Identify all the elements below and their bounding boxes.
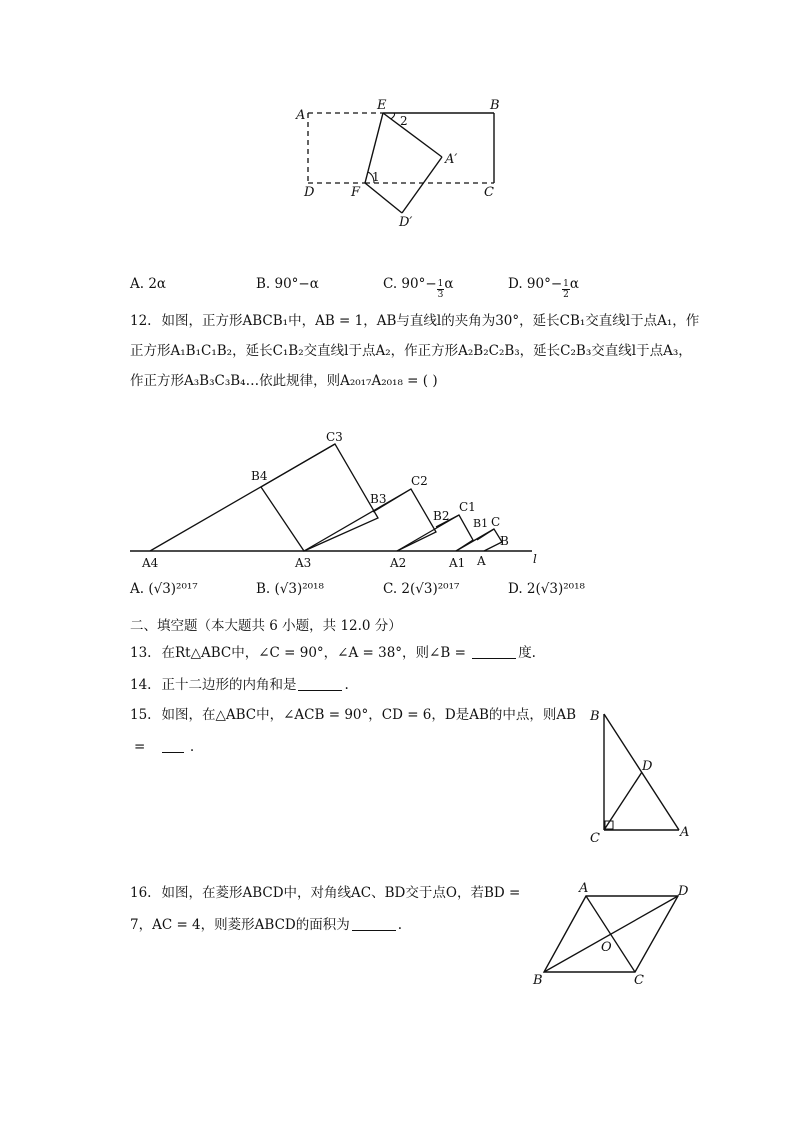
section-2-heading: 二、填空题（本大题共 6 小题，共 12.0 分） xyxy=(130,618,402,634)
fig12-label-b4: B4 xyxy=(251,469,268,483)
q13-text-before: 在Rt△ABC中，∠C = 90°，∠A = 38°，则∠B = xyxy=(161,645,471,661)
q12-number: 12. xyxy=(130,313,152,329)
fig11-label-d-prime: D′ xyxy=(399,215,413,230)
q11-option-a: A. 2α xyxy=(130,276,167,292)
fig11-label-c: C xyxy=(484,185,494,200)
fig16-label-d: D xyxy=(678,884,689,899)
q12-option-d: D. 2(√3)²⁰¹⁸ xyxy=(508,581,585,597)
q16-text-line-2: 7，AC = 4，则菱形ABCD的面积为 xyxy=(130,917,350,933)
fig12-label-c3: C3 xyxy=(326,430,343,444)
fig12-square-3 xyxy=(261,444,378,551)
fig12-squares-chain xyxy=(128,425,548,575)
q16-line-2 xyxy=(130,916,402,934)
fig15-label-d: D xyxy=(642,759,653,774)
q15-number: 15. xyxy=(130,707,152,723)
fig11-label-angle-1: 1 xyxy=(372,170,380,184)
q14-number: 14. xyxy=(130,677,152,693)
fig12-label-c1: C1 xyxy=(459,500,476,514)
fig15-label-a: A xyxy=(680,825,690,840)
q15-answer-blank xyxy=(162,739,184,753)
fig12-label-a: A xyxy=(477,554,486,568)
q11-option-c-prefix: C. 90°− xyxy=(383,276,437,292)
q13-text-after: 度. xyxy=(518,645,536,661)
fig12-label-a1: A1 xyxy=(449,556,466,570)
q16-number: 16. xyxy=(130,885,152,901)
fig11-side-a-prime-d-prime xyxy=(402,157,442,213)
fig16-diagonal-bd xyxy=(544,896,678,972)
q11-option-d-den: 2 xyxy=(563,290,569,300)
fig11-label-d: D xyxy=(304,185,315,200)
q11-option-c-suffix: α xyxy=(444,276,454,292)
q11-option-d-prefix: D. 90°− xyxy=(508,276,563,292)
fig12-label-a4: A4 xyxy=(142,556,159,570)
fig12-label-b: B xyxy=(500,534,509,548)
q12-text-line-1: 如图，正方形ABCB₁中，AB = 1，AB与直线l的夹角为30°，延长CB₁交直线l于点A₁，作 xyxy=(161,313,700,329)
fig12-label-a2: A2 xyxy=(390,556,407,570)
q15-line-2 xyxy=(134,738,194,756)
q12-line-1 xyxy=(130,312,699,330)
fig12-label-b2: B2 xyxy=(433,509,450,523)
fig16-label-o: O xyxy=(601,940,612,955)
q11-option-c xyxy=(383,270,454,300)
q14-text-before: 正十二边形的内角和是 xyxy=(161,677,297,693)
q11-option-c-num: 1 xyxy=(437,279,444,289)
fig12-label-b1: B1 xyxy=(473,517,489,530)
fig15-label-b: B xyxy=(590,709,600,724)
fig12-label-c: C xyxy=(491,515,501,529)
fig15-right-triangle xyxy=(586,702,696,848)
q15-line-1 xyxy=(130,706,576,724)
q12-option-a: A. (√3)²⁰¹⁷ xyxy=(130,581,198,597)
fig11-angle-arc-2 xyxy=(391,113,395,119)
q16-line-1 xyxy=(130,884,520,902)
q13-answer-blank xyxy=(472,645,516,659)
q16-text-after: . xyxy=(397,917,403,933)
fig11-label-a-prime: A′ xyxy=(445,152,458,167)
q13-line xyxy=(130,644,536,662)
q11-option-d-num: 1 xyxy=(563,279,569,289)
fig12-label-c2: C2 xyxy=(411,474,428,488)
fig16-label-c: C xyxy=(634,973,644,988)
fig11-label-a: A xyxy=(296,108,306,123)
q11-option-c-den: 3 xyxy=(437,290,444,300)
q11-option-d-suffix: α xyxy=(569,276,580,292)
fig15-label-c: C xyxy=(590,831,600,846)
q12-option-b: B. (√3)²⁰¹⁸ xyxy=(256,581,324,597)
q12-line-2: 正方形A₁B₁C₁B₂，延长C₁B₂交直线l于点A₂，作正方形A₂B₂C₂B₃，延长C₂B₃交直线l于点A₃， xyxy=(130,343,692,359)
q15-equals: = xyxy=(134,739,146,755)
q16-answer-blank xyxy=(352,917,396,931)
fig11-label-f: F xyxy=(351,185,361,200)
fig12-label-a3: A3 xyxy=(295,556,312,570)
fig11-folded-rectangle xyxy=(290,92,520,232)
fig12-square-0 xyxy=(477,529,502,551)
fig16-rhombus xyxy=(532,878,698,990)
q16-text-line-1: 如图，在菱形ABCD中，对角线AC、BD交于点O，若BD = xyxy=(161,885,521,901)
fig12-label-l: l xyxy=(533,552,537,566)
q11-option-d xyxy=(508,270,579,300)
q14-text-after: . xyxy=(344,677,349,693)
q12-option-c: C. 2(√3)²⁰¹⁷ xyxy=(383,581,460,597)
q15-text-after: . xyxy=(189,739,195,755)
q14-answer-blank xyxy=(298,677,342,691)
fig11-side-ea-prime xyxy=(383,113,442,157)
fig11-side-d-prime-f xyxy=(365,183,402,213)
fig16-label-b: B xyxy=(533,973,543,988)
fig12-label-b3: B3 xyxy=(370,492,387,506)
fig11-label-angle-2: 2 xyxy=(400,114,408,128)
q14-line xyxy=(130,676,349,694)
q15-text-line-1: 如图，在△ABC中，∠ACB = 90°，CD = 6，D是AB的中点，则AB xyxy=(161,707,577,723)
q11-option-b: B. 90°−α xyxy=(256,276,319,292)
q12-line-3: 作正方形A₃B₃C₃B₄…依此规律，则A₂₀₁₇A₂₀₁₈ = ( ) xyxy=(130,373,438,389)
fig11-label-e: E xyxy=(377,98,387,113)
fig11-label-b: B xyxy=(490,98,500,113)
q13-number: 13. xyxy=(130,645,152,661)
fig16-label-a: A xyxy=(579,881,589,896)
